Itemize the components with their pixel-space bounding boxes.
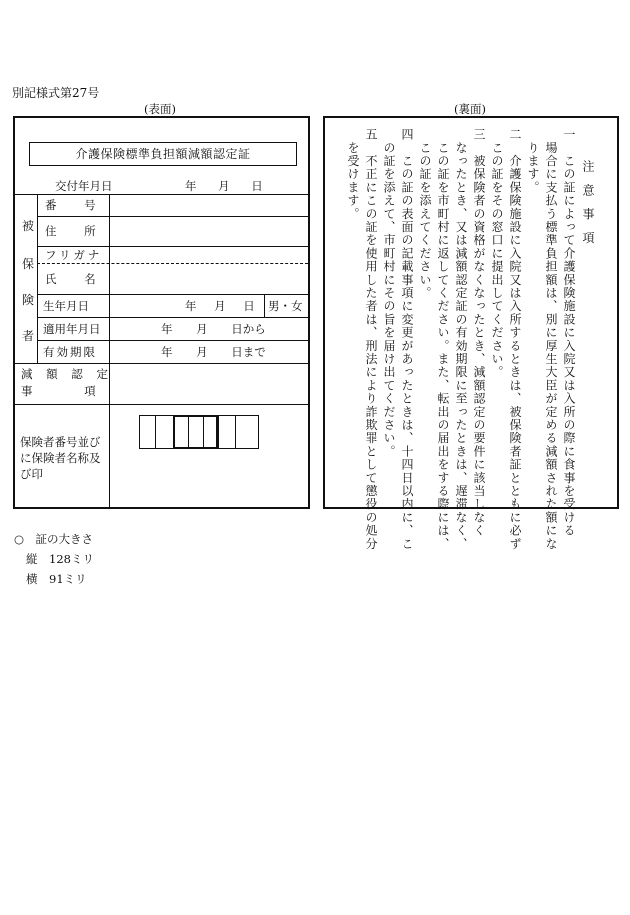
- row-rule: [37, 216, 308, 217]
- note-line: 二 介護保険施設に入院又は入所するときは、被保険者証とともに必ず: [508, 128, 522, 551]
- insurer-label-line3: び印: [20, 467, 43, 481]
- note-line: 一 この証によって介護保険施設に入院又は入所の際に食事を受ける: [562, 128, 576, 538]
- reduction-bottom-rule: [15, 404, 308, 405]
- front-panel: 介護保険標準負担額減額認定証 交付年月日 年 月 日 被 保 険 者 番 号 住 所 フリガナ 氏 名 生年月日 年 月 日 男・女 適用年月日 年 月 日から 有効期限 年 月 日まで 減 額 認 定 事 項 保険者番号並び に保険者名称及 び印: [13, 116, 310, 509]
- size-heading: ○ 証の大きさ: [14, 532, 94, 546]
- birth-date-value: 年 月 日: [185, 299, 255, 313]
- certificate-title: 介護保険標準負担額減額認定証: [29, 142, 297, 166]
- apply-date-label: 適用年月日: [43, 322, 101, 336]
- name-label: 氏 名: [45, 272, 96, 286]
- note-line: 五 不正にこの証を使用した者は、刑法により詐欺罪として懲役の処分: [364, 128, 378, 551]
- reduction-label-line2: 事 項: [21, 384, 96, 398]
- insurer-number-boxes: [139, 415, 259, 449]
- furigana-dashed-rule: [37, 263, 308, 264]
- valid-until-value: 年 月 日まで: [161, 345, 266, 359]
- reduction-label-line1: 減 額 認 定: [21, 367, 108, 381]
- row-rule: [37, 317, 308, 318]
- digit-box: [155, 416, 156, 448]
- front-side-label: (表面): [144, 102, 176, 116]
- furigana-label: フリガナ: [45, 248, 103, 262]
- size-height: 縦 128ミリ: [26, 552, 94, 566]
- birth-date-label: 生年月日: [43, 299, 89, 313]
- back-panel: [323, 116, 619, 551]
- digit-box: [235, 416, 236, 448]
- valid-until-label: 有効期限: [43, 345, 97, 359]
- insurer-label-line1: 保険者番号並び: [20, 435, 101, 449]
- insurer-number-highlight: [173, 415, 218, 449]
- number-label: 番 号: [45, 198, 96, 212]
- address-label: 住 所: [45, 224, 96, 238]
- gender-column-rule: [264, 294, 265, 317]
- size-width: 横 91ミリ: [26, 572, 87, 586]
- row-rule: [37, 340, 308, 341]
- note-line: この証をその窓口に提出してください。: [490, 128, 504, 379]
- form-number: 別記様式第27号: [12, 86, 100, 100]
- notes-heading: 注 意 事 項: [581, 160, 595, 248]
- note-line: なったとき、又は減額認定証の有効期限に至ったときは、遅滞なく、: [454, 128, 468, 551]
- insured-column-rule: [37, 194, 38, 363]
- insured-bottom-rule: [15, 363, 308, 364]
- row-rule: [37, 294, 308, 295]
- label-column-rule: [109, 194, 110, 507]
- note-line: を受けます。: [346, 128, 360, 221]
- note-line: この証を市町村に返してください。また、転出の届出をする際には、: [436, 128, 450, 551]
- insurer-label-line2: に保険者名称及: [20, 451, 101, 465]
- apply-date-value: 年 月 日から: [161, 322, 266, 336]
- note-line: の証を添えて、市町村にその旨を届け出てください。: [382, 128, 396, 458]
- note-line: 場合に支払う標準負担額は、別に厚生大臣が定める減額された額にな: [544, 128, 558, 551]
- row-rule: [37, 246, 308, 247]
- issue-date-value: 年 月 日: [185, 179, 263, 193]
- back-side-label: (裏面): [454, 102, 486, 116]
- digit-box: [218, 416, 219, 448]
- note-line: ります。: [526, 128, 540, 194]
- note-line: この証を添えてください。: [418, 128, 432, 300]
- note-line: 三 被保険者の資格がなくなったとき、減額認定の要件に該当しなく: [472, 128, 486, 538]
- table-top-rule: [15, 194, 308, 195]
- note-line: 四 この証の表面の記載事項に変更があったときは、十四日以内に、こ: [400, 128, 414, 551]
- gender-value: 男・女: [268, 299, 303, 313]
- issue-date-label: 交付年月日: [55, 179, 113, 193]
